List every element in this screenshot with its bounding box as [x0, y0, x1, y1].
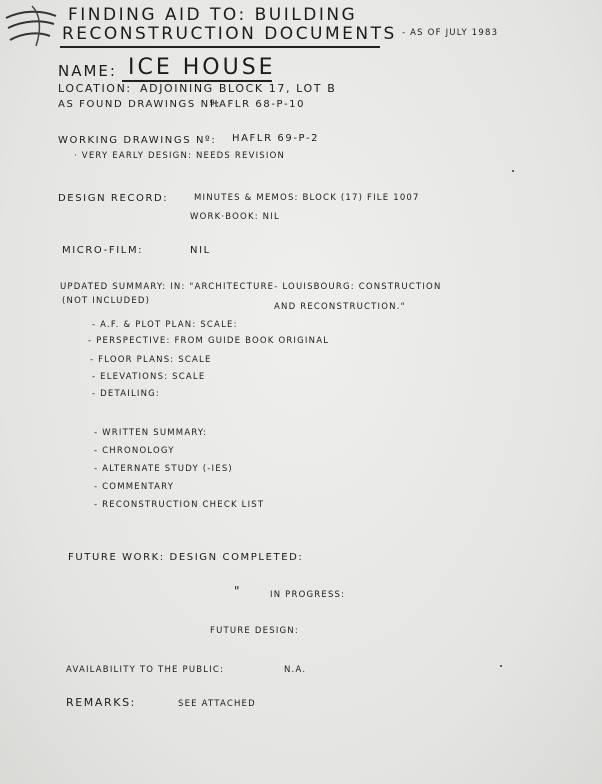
location-label: LOCATION:: [58, 82, 132, 95]
working-drawings-value: HAFLR 69-P-2: [232, 133, 320, 144]
design-record-minutes: MINUTES & MEMOS: BLOCK (17) FILE 1007: [194, 193, 420, 203]
as-found-value: HAFLR 68-P-10: [210, 99, 306, 110]
page-title-line1: FINDING AID TO: BUILDING: [68, 5, 358, 25]
remarks-value: SEE ATTACHED: [178, 699, 256, 709]
future-work-ditto: ": [234, 584, 242, 598]
summary-item: - FLOOR PLANS: SCALE: [90, 355, 212, 365]
summary-item: - PERSPECTIVE: FROM GUIDE BOOK ORIGINAL: [88, 336, 330, 346]
page-title-line2: RECONSTRUCTION DOCUMENTS: [62, 24, 397, 44]
summary-item: - A.F. & PLOT PLAN: SCALE:: [92, 320, 238, 330]
summary-line2: AND RECONSTRUCTION.": [274, 302, 406, 312]
future-work-label: FUTURE WORK: DESIGN COMPLETED:: [68, 552, 304, 563]
summary-item: - COMMENTARY: [94, 482, 175, 492]
summary-item: - WRITTEN SUMMARY:: [94, 428, 208, 438]
title-underline: [60, 46, 380, 48]
microfilm-value: NIL: [190, 245, 211, 256]
availability-value: N.A.: [284, 665, 307, 675]
location-value: ADJOINING BLOCK 17, LOT B: [140, 82, 337, 95]
paper-speck: [512, 170, 514, 172]
summary-label: UPDATED SUMMARY: IN: "ARCHITECTURE- LOUISBOURG: CONSTRUCTION: [60, 282, 442, 292]
summary-item: - ELEVATIONS: SCALE: [92, 372, 206, 382]
summary-item: - RECONSTRUCTION CHECK LIST: [94, 500, 265, 510]
availability-label: AVAILABILITY TO THE PUBLIC:: [66, 665, 225, 675]
microfilm-label: MICRO-FILM:: [62, 245, 144, 256]
summary-item: - DETAILING:: [92, 389, 160, 399]
working-drawings-label: WORKING DRAWINGS Nº:: [58, 135, 217, 146]
date-note: - AS OF JULY 1983: [402, 28, 499, 38]
future-work-in-progress: IN PROGRESS:: [270, 590, 346, 600]
summary-not-included: (NOT INCLUDED): [62, 296, 151, 306]
as-found-label: AS FOUND DRAWINGS Nº:: [58, 99, 221, 110]
working-drawings-note: · VERY EARLY DESIGN: NEEDS REVISION: [74, 151, 286, 161]
name-label: NAME:: [58, 62, 117, 80]
future-work-future-design: FUTURE DESIGN:: [210, 626, 299, 636]
summary-item: - CHRONOLOGY: [94, 446, 175, 456]
design-record-workbook: WORK·BOOK: NIL: [190, 212, 280, 222]
name-value: ICE HOUSE: [128, 55, 276, 80]
summary-item: - ALTERNATE STUDY (-IES): [94, 464, 233, 474]
design-record-label: DESIGN RECORD:: [58, 193, 169, 204]
paper-speck: [500, 665, 502, 667]
remarks-label: REMARKS:: [66, 696, 136, 709]
scribble-mark-icon: [2, 4, 62, 50]
